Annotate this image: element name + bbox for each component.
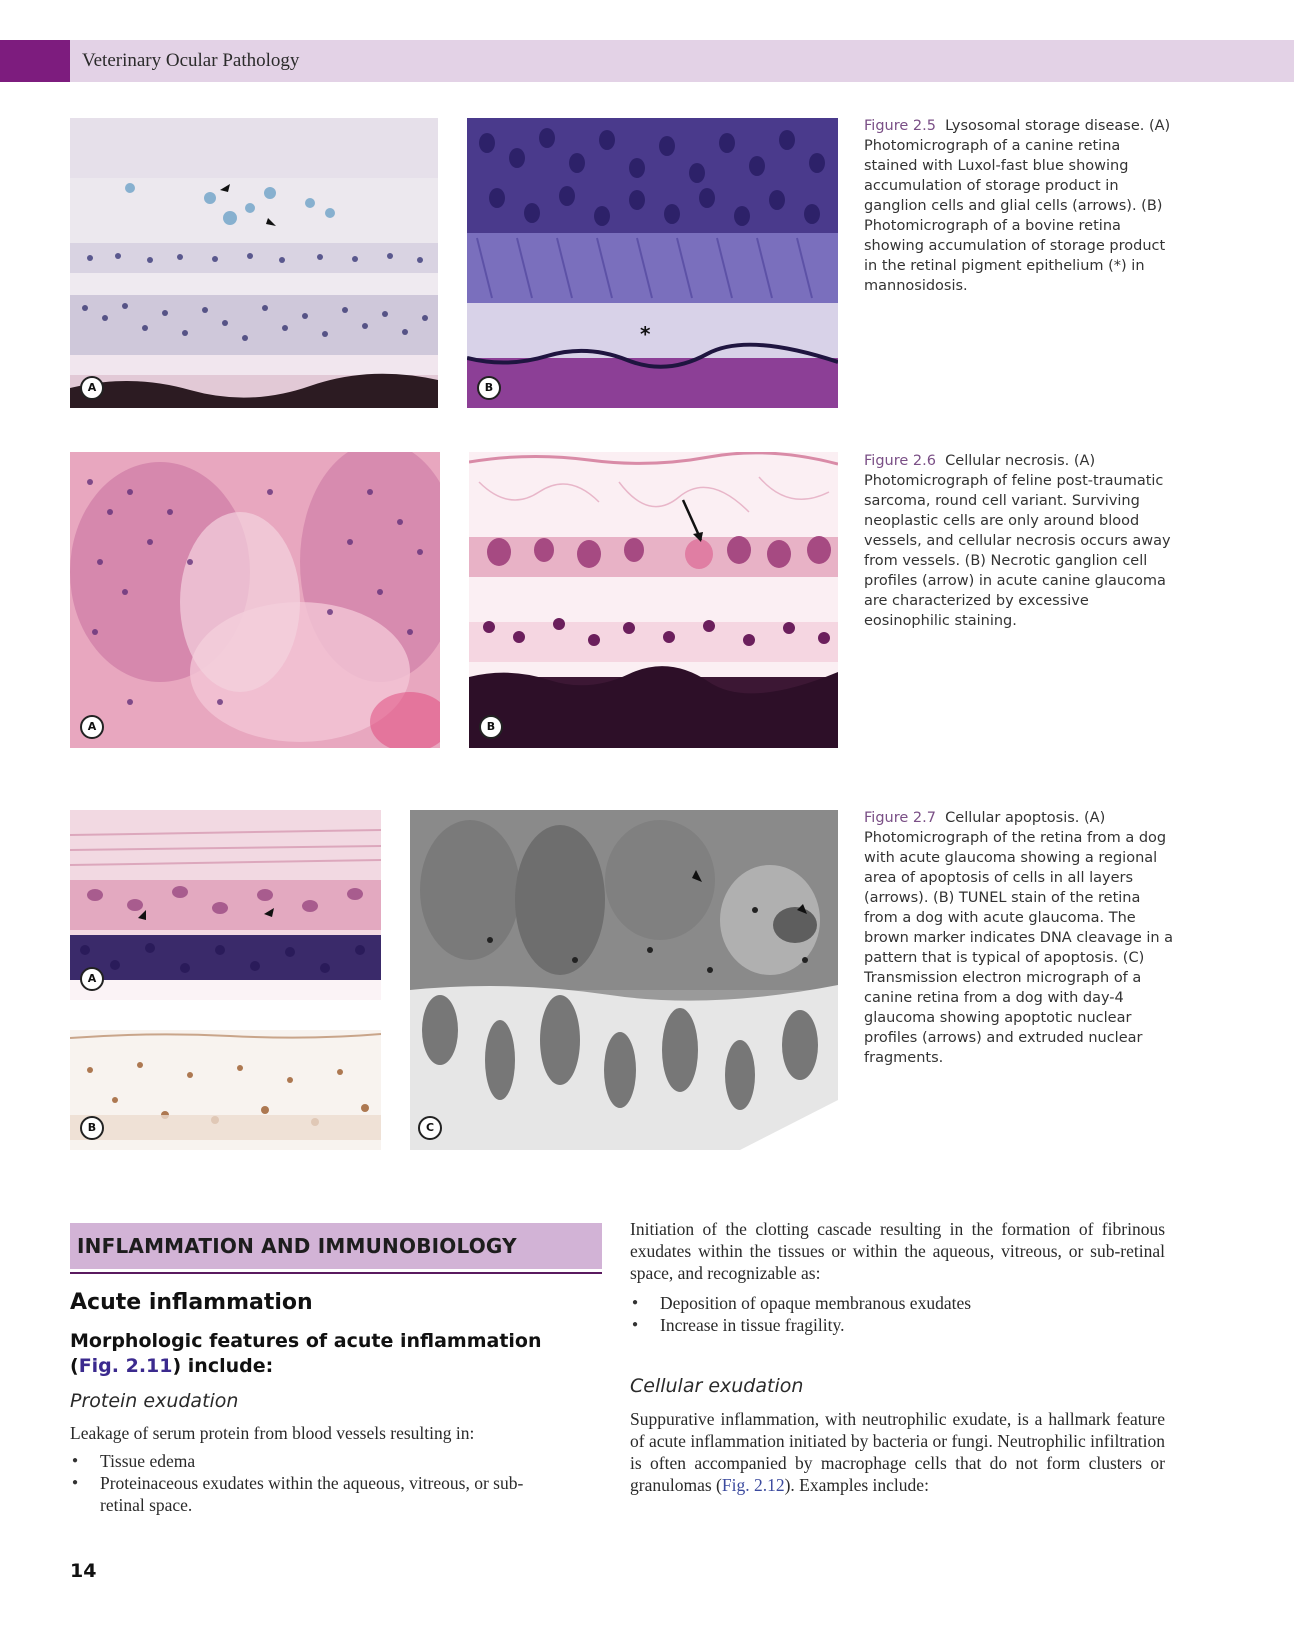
protein-exudation-list xyxy=(70,1450,560,1516)
panel-label-2-5a: A xyxy=(80,376,104,400)
protein-exudation-intro: Leakage of serum protein from blood vessels resulting in: xyxy=(70,1423,475,1443)
panel-label-2-7c: C xyxy=(418,1116,442,1140)
list-item: ● Deposition of opaque membranous exudates xyxy=(630,1292,1165,1314)
cellular-exudation-text xyxy=(630,1408,1165,1496)
figure-2-7-label: Figure 2.7 xyxy=(864,810,936,826)
running-head-tab xyxy=(0,40,70,82)
figure-2-5-caption xyxy=(864,116,1174,296)
features-heading xyxy=(70,1329,590,1379)
fig-2-12-link[interactable]: Fig. 2.12 xyxy=(721,1475,785,1495)
figure-2-6-caption-text: Cellular necrosis. (A) Photomicrograph of feline post-traumatic sarcoma, round cell variant. Surviving neoplastic cells are only around blood vessels, and cellular necrosis occurs away from vessels. (B) Necrotic ganglion cell profiles (arrow) in acute canine glaucoma are characterized by excessive eosinophilic staining. xyxy=(864,453,1171,629)
features-heading-pre: Morphologic features of acute inflammation ( xyxy=(70,1330,542,1377)
figure-2-5-label: Figure 2.5 xyxy=(864,118,936,134)
asterisk-marker: * xyxy=(640,322,651,346)
list-item: ● Increase in tissue fragility. xyxy=(630,1314,1165,1336)
figure-2-7-caption xyxy=(864,808,1174,1068)
panel-label-2-7a: A xyxy=(80,967,104,991)
panel-label-2-6b: B xyxy=(479,715,503,739)
clotting-list xyxy=(630,1292,1165,1336)
subsection-heading: Acute inflammation xyxy=(70,1290,313,1315)
figure-2-6b-micrograph xyxy=(469,452,838,748)
figure-2-5a-micrograph xyxy=(70,118,438,408)
panel-label-2-7b: B xyxy=(80,1116,104,1140)
panel-label-2-5b: B xyxy=(477,376,501,400)
page-number: 14 xyxy=(70,1560,97,1582)
fig-2-11-link[interactable]: Fig. 2.11 xyxy=(78,1355,173,1377)
figure-2-5-caption-text: Lysosomal storage disease. (A) Photomicrograph of a canine retina stained with Luxol-fast blue showing accumulation of storage product in ganglion cells and glial cells (arrows). (B) Photomicrograph of a bovine retina showing accumulation of storage product in the retinal pigment epithelium (*) in mannosidosis. xyxy=(864,118,1171,294)
figure-2-7-caption-text: Cellular apoptosis. (A) Photomicrograph of the retina from a dog with acute glaucoma showing a regional area of apoptosis of cells in all layers (arrows). (B) TUNEL stain of the retina from a dog with acute glaucoma. The brown marker indicates DNA cleavage in a pattern that is typical of apoptosis. (C) Transmission electron micrograph of a canine retina from a dog with day-4 glaucoma showing apoptotic nuclear profiles (arrows) and extruded nuclear fragments. xyxy=(864,810,1174,1066)
figure-2-7a-micrograph xyxy=(70,810,381,1000)
cellular-exudation-heading: Cellular exudation xyxy=(630,1375,804,1397)
running-head-title: Veterinary Ocular Pathology xyxy=(82,50,300,71)
section-heading: INFLAMMATION AND IMMUNOBIOLOGY xyxy=(77,1234,517,1258)
figure-2-7b-micrograph xyxy=(70,1030,381,1150)
protein-exudation-heading: Protein exudation xyxy=(70,1390,239,1412)
figure-2-6-label: Figure 2.6 xyxy=(864,453,936,469)
panel-label-2-6a: A xyxy=(80,715,104,739)
list-item: ● Tissue edema xyxy=(70,1450,560,1472)
figure-2-7c-micrograph xyxy=(410,810,838,1150)
features-heading-post: ) include: xyxy=(172,1355,274,1377)
cellular-text-pre: Suppurative inflammation, with neutrophilic exudate, is a hallmark feature of acute inflammation initiated by bacteria or fungi. Neutrophilic infiltration is often accompanied by macrophage cells that do not form clusters or granulomas ( xyxy=(630,1409,1165,1495)
figure-2-5b-micrograph xyxy=(467,118,838,408)
figure-2-6-caption xyxy=(864,451,1174,631)
section-heading-rule xyxy=(70,1272,602,1274)
clotting-cascade-text: Initiation of the clotting cascade resulting in the formation of fibrinous exudates within the tissues or within the aqueous, vitreous, or sub-retinal space, and recognizable as: xyxy=(630,1219,1165,1283)
list-item: ● Proteinaceous exudates within the aqueous, vitreous, or sub-retinal space. xyxy=(70,1472,560,1516)
cellular-text-post: ). Examples include: xyxy=(784,1475,929,1495)
figure-2-6a-micrograph xyxy=(70,452,440,748)
